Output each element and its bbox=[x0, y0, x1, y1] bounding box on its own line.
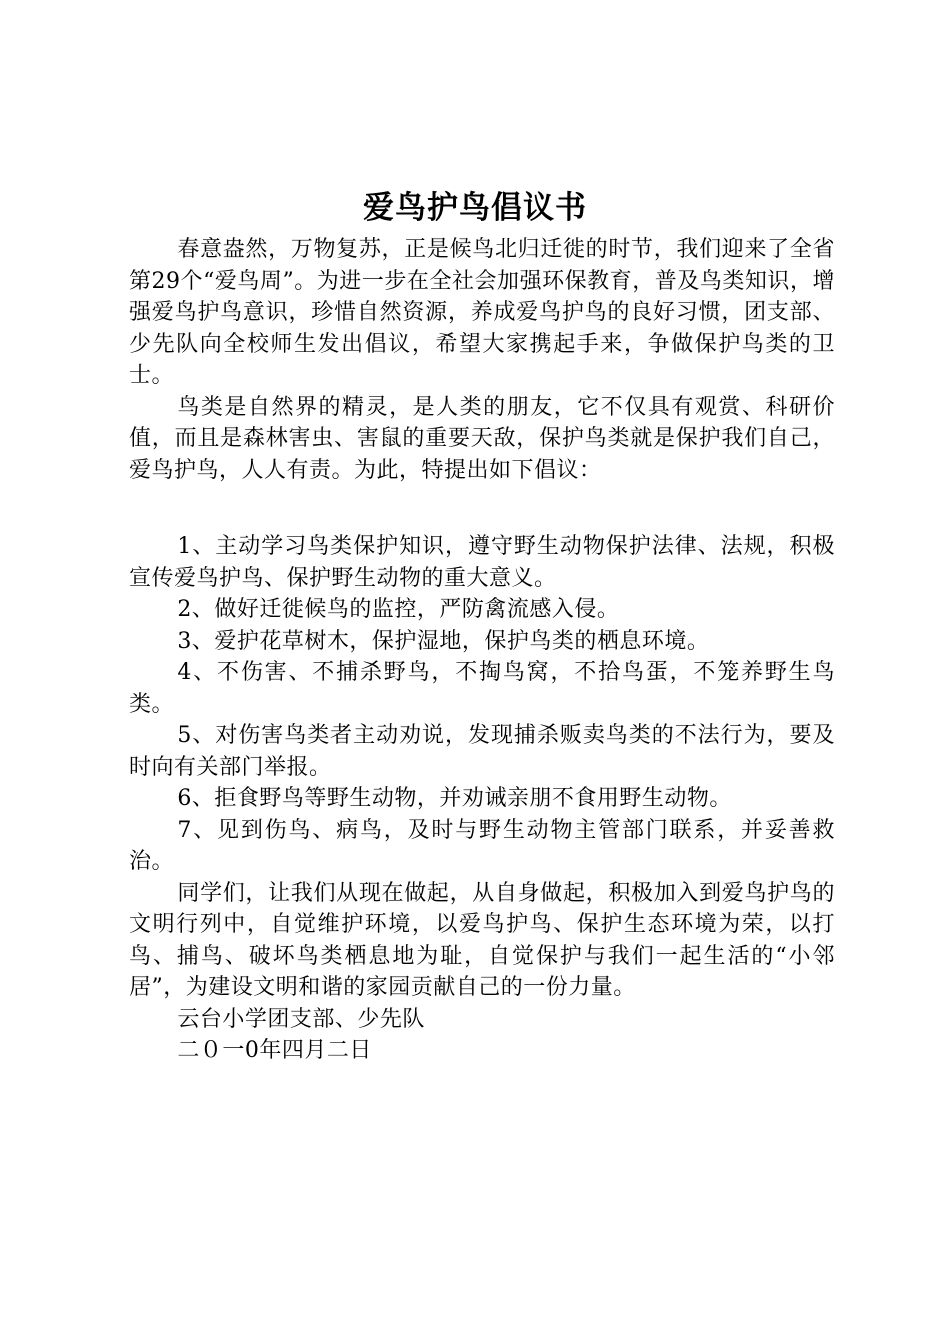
proposal-item: 4、不伤害、不捕杀野鸟，不掏鸟窝，不拾鸟蛋，不笼养野生鸟类。 bbox=[129, 660, 835, 717]
signature-organization: 云台小学团支部、少先队 bbox=[177, 1006, 425, 1032]
document-body bbox=[129, 234, 835, 1067]
proposal-item: 5、对伤害鸟类者主动劝说，发现捕杀贩卖鸟类的不法行为，要及时向有关部门举报。 bbox=[129, 723, 835, 780]
proposal-item: 1、主动学习鸟类保护知识，遵守野生动物保护法律、法规，积极宣传爱鸟护鸟、保护野生动物的重大意义。 bbox=[129, 534, 835, 591]
closing-paragraph: 同学们，让我们从现在做起，从自身做起，积极加入到爱鸟护鸟的文明行列中，自觉维护环境，以爱鸟护鸟、保护生态环境为荣，以打鸟、捕鸟、破坏鸟类栖息地为耻，自觉保护与我们一起生活的“小邻居”，为建设文明和谐的家园贡献自己的一份力量。 bbox=[129, 880, 835, 1000]
document-title: 爱鸟护鸟倡议书 bbox=[363, 190, 587, 226]
intro-paragraph: 春意盎然，万物复苏，正是候鸟北归迁徙的时节，我们迎来了全省第29个“爱鸟周”。为进一步在全社会加强环保教育，普及鸟类知识，增强爱鸟护鸟意识，珍惜自然资源，养成爱鸟护鸟的良好习惯，团支部、少先队向全校师生发出倡议，希望大家携起手来，争做保护鸟类的卫士。 bbox=[129, 237, 835, 388]
proposal-item: 7、见到伤鸟、病鸟，及时与野生动物主管部门联系，并妥善救治。 bbox=[129, 817, 835, 874]
signature-date: 二０一0年四月二日 bbox=[177, 1038, 372, 1063]
proposal-item: 2、做好迁徙候鸟的监控，严防禽流感入侵。 bbox=[177, 597, 620, 622]
proposal-item: 3、爱护花草树木，保护湿地，保护鸟类的栖息环境。 bbox=[177, 628, 710, 654]
intro-paragraph: 鸟类是自然界的精灵，是人类的朋友，它不仅具有观赏、科研价值，而且是森林害虫、害鼠的重要天敌，保护鸟类就是保护我们自己，爱鸟护鸟，人人有责。为此，特提出如下倡议： bbox=[129, 394, 835, 483]
paragraph-gap bbox=[129, 486, 835, 531]
proposal-item: 6、拒食野鸟等野生动物，并劝诫亲朋不食用野生动物。 bbox=[177, 786, 732, 811]
